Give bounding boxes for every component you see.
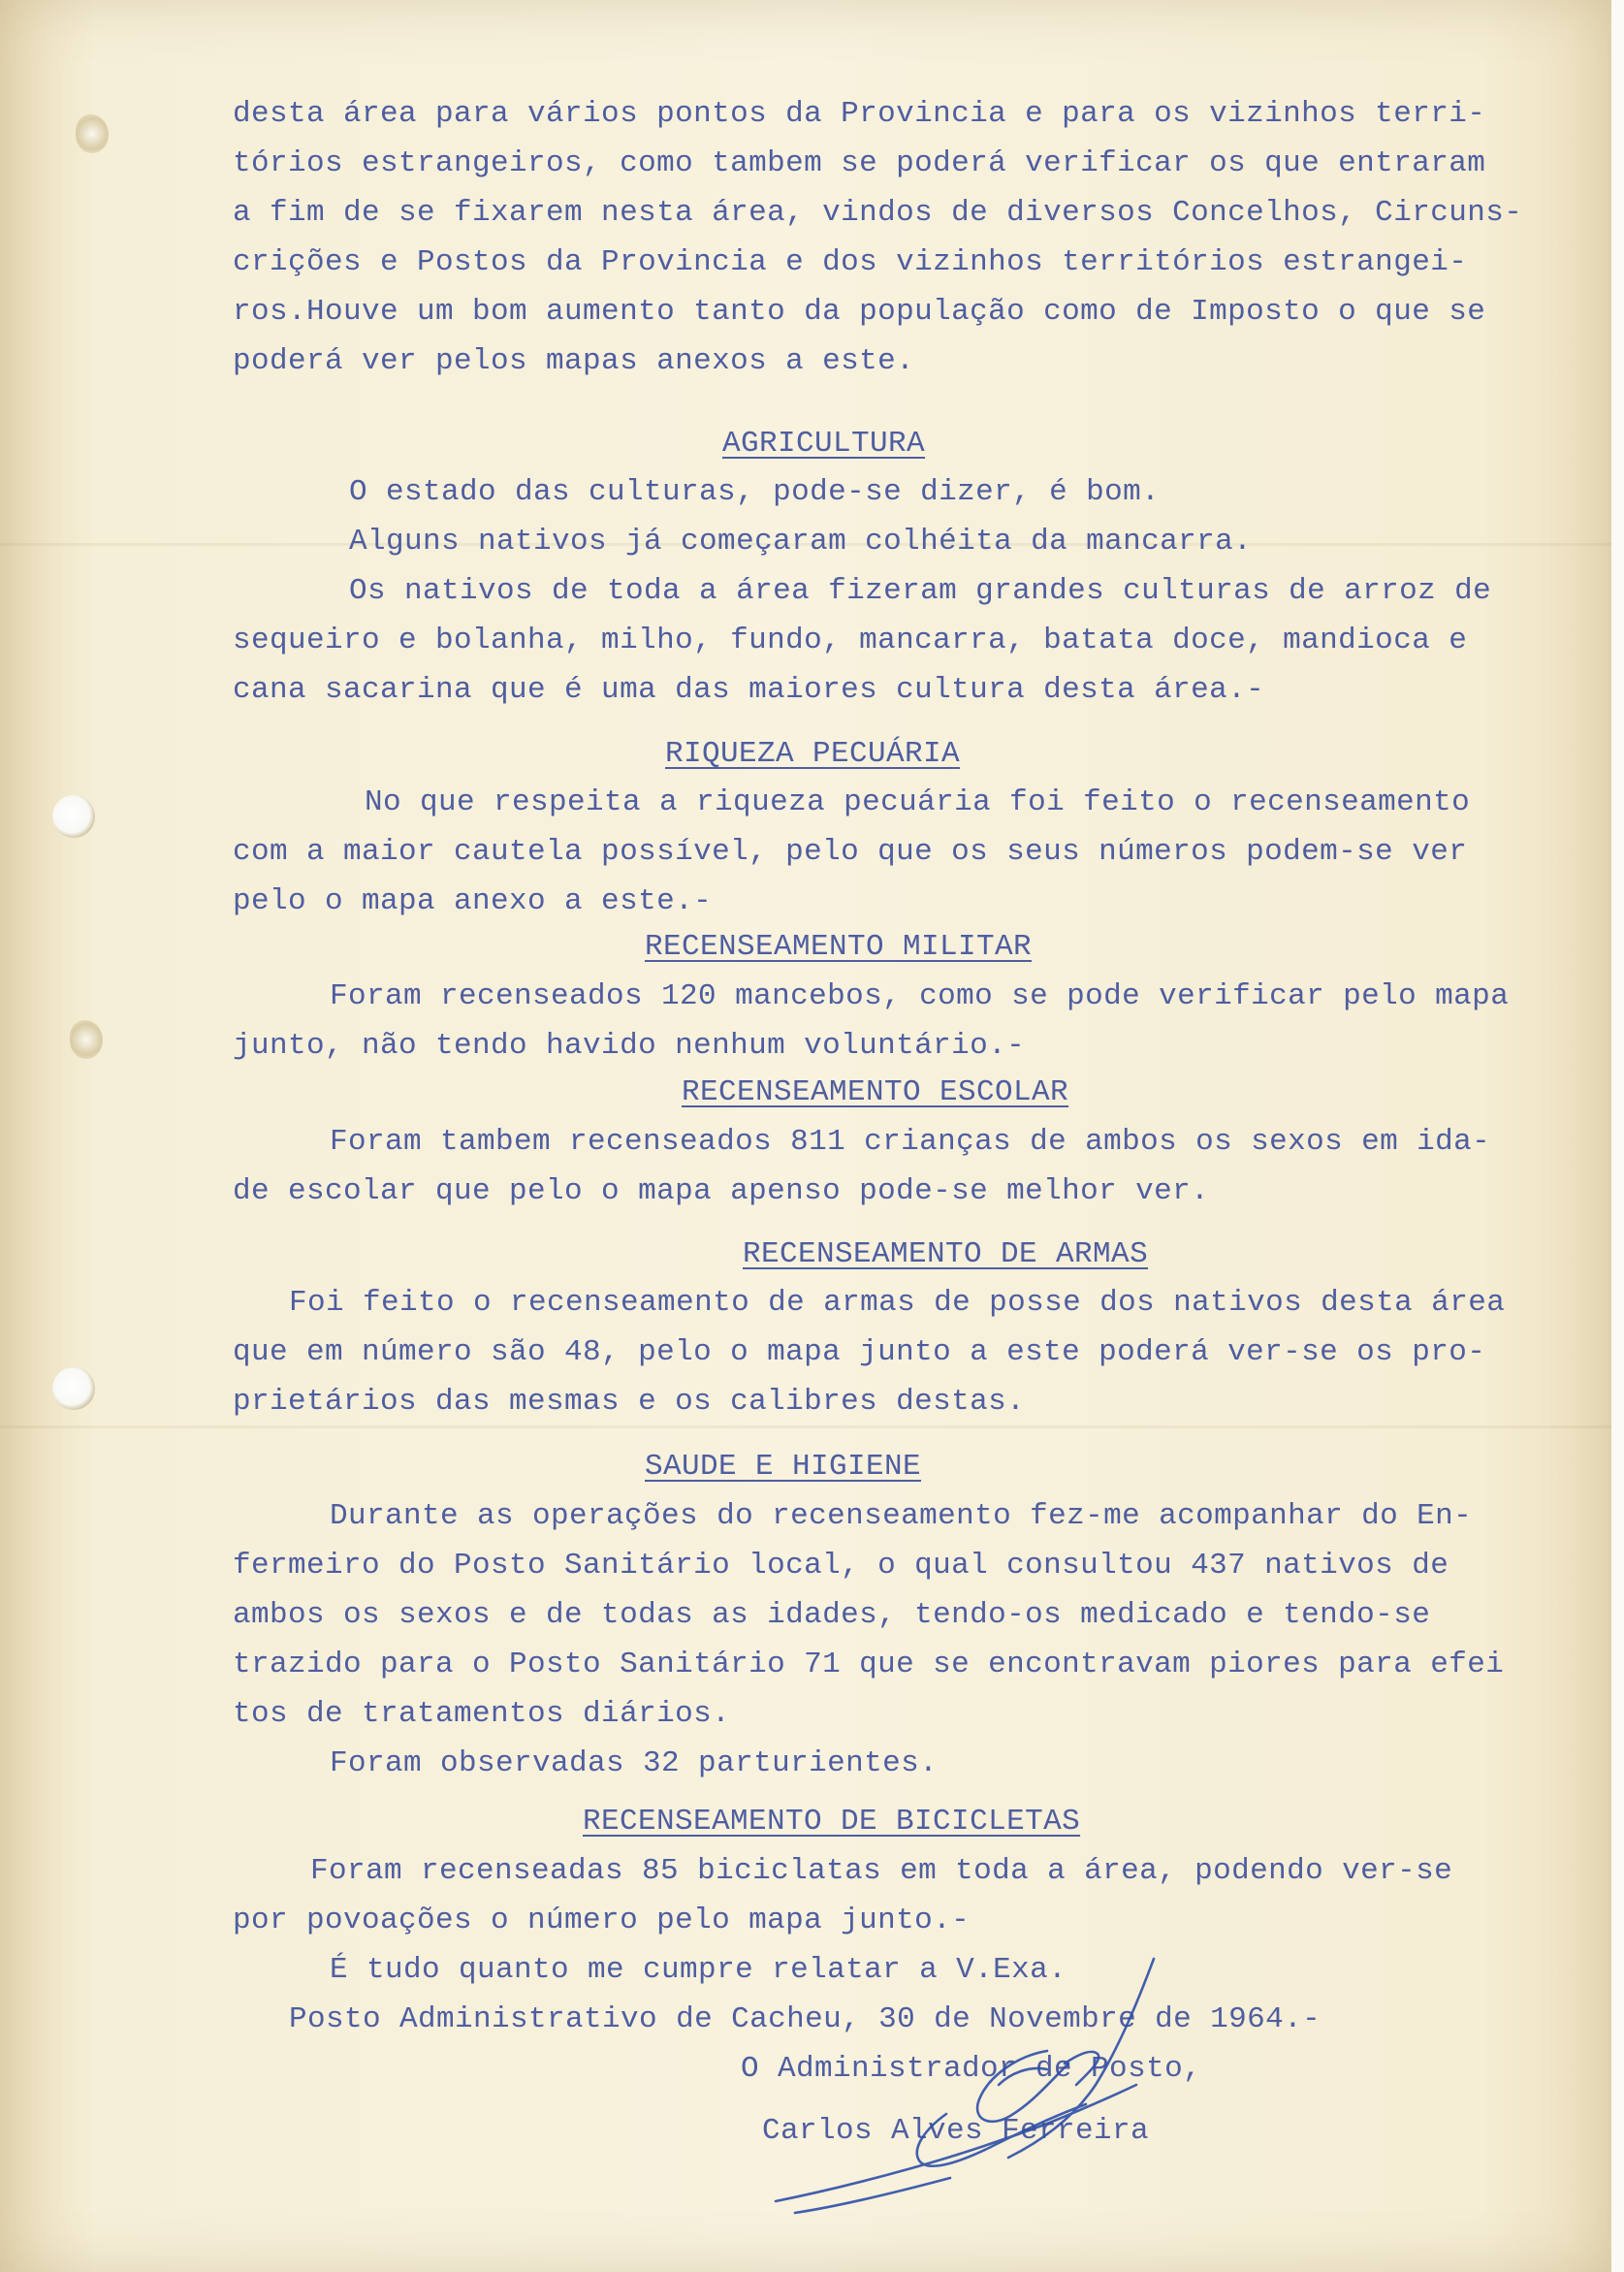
place-and-date: Posto Administrativo de Cacheu, 30 de Novembre de 1964.- xyxy=(289,2002,1321,2036)
body-line: por povoações o número pelo mapa junto.- xyxy=(233,1904,971,1937)
section-heading-escolar: RECENSEAMENTO ESCOLAR xyxy=(682,1075,1069,1109)
section-heading-saude: SAUDE E HIGIENE xyxy=(645,1450,922,1484)
body-line: No que respeita a riqueza pecuária foi feito o recenseamento xyxy=(365,785,1471,819)
signatory-name: Carlos Alves Ferreira xyxy=(762,2114,1150,2148)
body-line: sequeiro e bolanha, milho, fundo, mancarra, batata doce, mandioca e xyxy=(233,624,1468,657)
body-line: Foram observadas 32 parturientes. xyxy=(330,1746,939,1780)
body-line: com a maior cautela possível, pelo que os seus números podem-se ver xyxy=(233,835,1468,869)
section-heading-pecuaria: RIQUEZA PECUÁRIA xyxy=(665,737,961,771)
body-line: a fim de se fixarem nesta área, vindos de diversos Concelhos, Circuns- xyxy=(233,196,1523,230)
body-line: ambos os sexos e de todas as idades, tendo-os medicado e tendo-se xyxy=(233,1598,1431,1632)
body-line: trazido para o Posto Sanitário 71 que se encontravam piores para efei xyxy=(233,1648,1505,1681)
section-heading-militar: RECENSEAMENTO MILITAR xyxy=(645,930,1033,964)
body-line: pelo o mapa anexo a este.- xyxy=(233,884,713,918)
body-line: poderá ver pelos mapas anexos a este. xyxy=(233,344,915,378)
body-line: Foram tambem recenseados 811 crianças de ambos os sexos em ida- xyxy=(330,1125,1491,1159)
body-line: Alguns nativos já começaram colhéita da mancarra. xyxy=(349,525,1253,559)
body-line: Os nativos de toda a área fizeram grandes culturas de arroz de xyxy=(349,574,1492,608)
body-line: junto, não tendo havido nenhum voluntário.- xyxy=(233,1029,1026,1063)
section-heading-bicicletas: RECENSEAMENTO DE BICICLETAS xyxy=(583,1805,1081,1839)
body-line: Foi feito o recenseamento de armas de posse dos nativos desta área xyxy=(289,1286,1506,1320)
body-line: Durante as operações do recenseamento fez-me acompanhar do En- xyxy=(330,1499,1473,1533)
body-line: tórios estrangeiros, como tambem se poderá verificar os que entraram xyxy=(233,146,1486,180)
body-line: O estado das culturas, pode-se dizer, é bom. xyxy=(349,475,1161,509)
section-heading-agricultura: AGRICULTURA xyxy=(722,427,926,461)
body-line: cana sacarina que é uma das maiores cultura desta área.- xyxy=(233,673,1265,707)
body-line: que em número são 48, pelo o mapa junto a este poderá ver-se os pro- xyxy=(233,1335,1486,1369)
body-line: tos de tratamentos diários. xyxy=(233,1697,731,1731)
scan-edge xyxy=(1611,0,1624,2272)
body-line: de escolar que pelo o mapa apenso pode-se melhor ver. xyxy=(233,1174,1210,1208)
body-line: fermeiro do Posto Sanitário local, o qual consultou 437 nativos de xyxy=(233,1549,1449,1583)
handwritten-signature xyxy=(756,1939,1222,2221)
closing-statement: É tudo quanto me cumpre relatar a V.Exa. xyxy=(330,1953,1067,1987)
body-line: desta área para vários pontos da Provincia e para os vizinhos terri- xyxy=(233,97,1486,131)
body-line: Foram recenseados 120 mancebos, como se pode verificar pelo mapa xyxy=(330,979,1510,1013)
body-line: ros.Houve um bom aumento tanto da população como de Imposto o que se xyxy=(233,295,1486,329)
body-line: crições e Postos da Provincia e dos vizinhos territórios estrangei- xyxy=(233,245,1468,279)
section-heading-armas: RECENSEAMENTO DE ARMAS xyxy=(743,1237,1149,1271)
body-line: prietários das mesmas e os calibres destas. xyxy=(233,1385,1026,1419)
signatory-role: O Administrador de Posto, xyxy=(741,2052,1202,2086)
body-line: Foram recenseadas 85 biciclatas em toda a área, podendo ver-se xyxy=(310,1854,1453,1888)
